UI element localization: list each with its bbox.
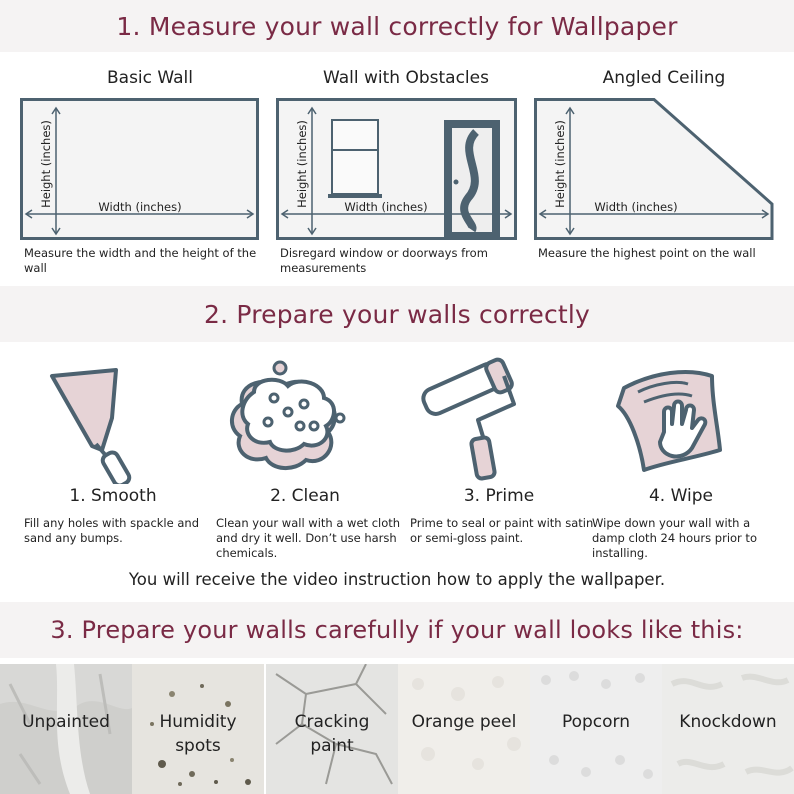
texture-label: Humidity spots	[159, 712, 237, 756]
section2-header	[0, 286, 794, 342]
wall-title: Wall with Obstacles	[323, 68, 489, 88]
texture-cracking-paint	[266, 664, 398, 794]
texture-label: Unpainted	[22, 712, 110, 732]
section3-heading: 3. Prepare your walls carefully if your wall looks like this:	[50, 616, 744, 644]
paint-roller-icon	[402, 354, 596, 484]
height-label: Height (inches)	[39, 120, 53, 208]
height-label: Height (inches)	[295, 120, 309, 208]
section1-header	[0, 0, 794, 52]
window-icon	[328, 120, 382, 198]
step-desc: Prime to seal or paint with satin or semi-gloss paint.	[410, 516, 594, 545]
texture-orange-peel	[398, 664, 530, 794]
texture-unpainted	[0, 664, 132, 794]
texture-label: Cracking paint	[294, 712, 370, 756]
texture-label: Popcorn	[561, 712, 631, 732]
putty-knife-icon	[16, 354, 210, 484]
obstacle-wall-diagram	[276, 98, 518, 244]
texture-humidity-spots	[132, 664, 264, 794]
step-title: 1. Smooth	[69, 486, 157, 506]
sponge-icon	[208, 354, 402, 484]
section3-header	[0, 602, 794, 658]
width-label: Width (inches)	[98, 200, 182, 214]
texture-label: Orange peel	[411, 712, 517, 732]
wall-caption: Measure the width and the height of the wall	[24, 246, 257, 275]
basic-wall-diagram	[20, 98, 260, 244]
wall-caption: Measure the highest point on the wall	[538, 246, 756, 260]
door-icon	[444, 120, 500, 238]
wall-caption: Disregard window or doorways from measurements	[280, 246, 488, 275]
section1-heading: 1. Measure your wall correctly for Wallpaper	[116, 11, 678, 41]
step-desc: Wipe down your wall with a damp cloth 24 hours prior to installing.	[592, 516, 757, 560]
texture-popcorn	[530, 664, 662, 794]
step-desc: Clean your wall with a wet cloth and dry it well. Don’t use harsh chemicals.	[216, 516, 401, 560]
angled-wall-diagram	[534, 98, 778, 244]
width-label: Width (inches)	[594, 200, 678, 214]
step-title: 3. Prime	[463, 486, 535, 506]
wall-title: Basic Wall	[107, 68, 193, 88]
step-desc: Fill any holes with spackle and sand any bumps.	[24, 516, 199, 545]
wall-title: Angled Ceiling	[602, 68, 726, 88]
width-label: Width (inches)	[344, 200, 428, 214]
height-label: Height (inches)	[553, 120, 567, 208]
step-title: 4. Wipe	[648, 486, 714, 506]
section2-heading: 2. Prepare your walls correctly	[203, 299, 591, 329]
step-title: 2. Clean	[270, 486, 340, 506]
texture-knockdown	[662, 664, 794, 794]
video-instruction-note: You will receive the video instruction how to apply the wallpaper.	[128, 570, 666, 589]
wipe-cloth-icon	[584, 354, 784, 484]
texture-label: Knockdown	[679, 712, 777, 732]
